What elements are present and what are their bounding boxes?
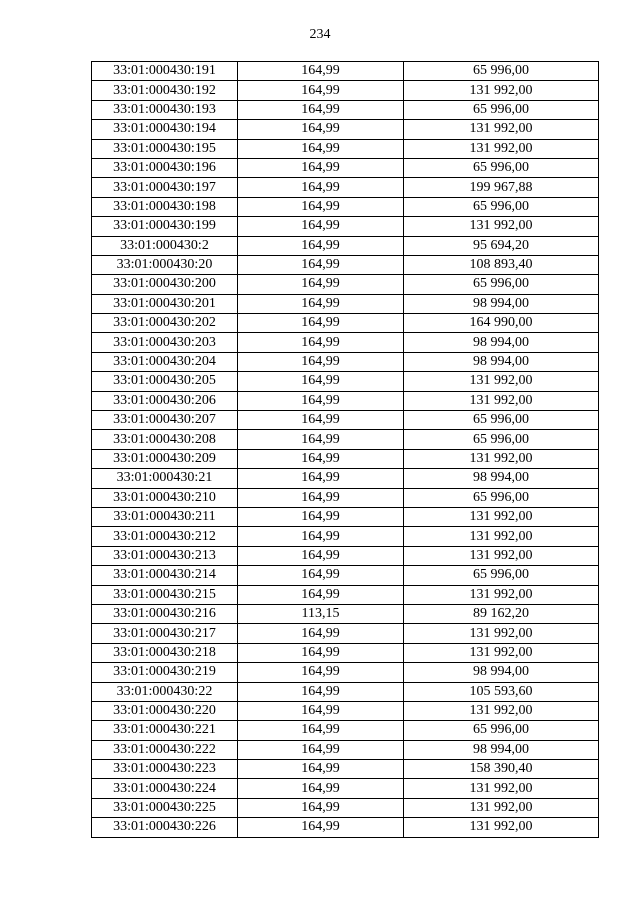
table-row (92, 372, 599, 391)
value-cell: 131 992,00 (404, 139, 599, 158)
cadastral-number-cell: 33:01:000430:207 (92, 411, 238, 430)
value-cell: 131 992,00 (404, 643, 599, 662)
cadastral-number-cell: 33:01:000430:193 (92, 100, 238, 119)
table-row (92, 682, 599, 701)
table-row (92, 760, 599, 779)
cadastral-number-cell: 33:01:000430:208 (92, 430, 238, 449)
table-row (92, 779, 599, 798)
cadastral-number-cell: 33:01:000430:204 (92, 352, 238, 371)
cadastral-number-cell: 33:01:000430:22 (92, 682, 238, 701)
area-cell: 164,99 (238, 391, 404, 410)
table-row (92, 352, 599, 371)
value-cell: 131 992,00 (404, 372, 599, 391)
cadastral-number-cell: 33:01:000430:199 (92, 217, 238, 236)
area-cell: 164,99 (238, 701, 404, 720)
table-row (92, 120, 599, 139)
area-cell: 164,99 (238, 449, 404, 468)
table-row (92, 158, 599, 177)
table-row (92, 566, 599, 585)
value-cell: 131 992,00 (404, 120, 599, 139)
area-cell: 164,99 (238, 333, 404, 352)
table-row (92, 546, 599, 565)
area-cell: 164,99 (238, 721, 404, 740)
cadastral-number-cell: 33:01:000430:212 (92, 527, 238, 546)
value-cell: 199 967,88 (404, 178, 599, 197)
table-row (92, 275, 599, 294)
area-cell: 164,99 (238, 255, 404, 274)
cadastral-number-cell: 33:01:000430:214 (92, 566, 238, 585)
table-row (92, 430, 599, 449)
cadastral-number-cell: 33:01:000430:195 (92, 139, 238, 158)
table-row (92, 624, 599, 643)
cadastral-number-cell: 33:01:000430:213 (92, 546, 238, 565)
table-row (92, 527, 599, 546)
area-cell: 164,99 (238, 527, 404, 546)
area-cell: 164,99 (238, 120, 404, 139)
cadastral-number-cell: 33:01:000430:196 (92, 158, 238, 177)
value-cell: 98 994,00 (404, 663, 599, 682)
table-row (92, 643, 599, 662)
value-cell: 131 992,00 (404, 507, 599, 526)
area-cell: 164,99 (238, 624, 404, 643)
cadastral-number-cell: 33:01:000430:192 (92, 81, 238, 100)
cadastral-number-cell: 33:01:000430:198 (92, 197, 238, 216)
table-row (92, 100, 599, 119)
area-cell: 164,99 (238, 217, 404, 236)
table-body (92, 62, 599, 838)
value-cell: 105 593,60 (404, 682, 599, 701)
value-cell: 65 996,00 (404, 158, 599, 177)
cadastral-number-cell: 33:01:000430:21 (92, 469, 238, 488)
area-cell: 164,99 (238, 430, 404, 449)
table-row (92, 139, 599, 158)
area-cell: 164,99 (238, 236, 404, 255)
cadastral-number-cell: 33:01:000430:223 (92, 760, 238, 779)
cadastral-number-cell: 33:01:000430:205 (92, 372, 238, 391)
cadastral-number-cell: 33:01:000430:209 (92, 449, 238, 468)
value-cell: 89 162,20 (404, 604, 599, 623)
table-row (92, 411, 599, 430)
cadastral-number-cell: 33:01:000430:197 (92, 178, 238, 197)
cadastral-number-cell: 33:01:000430:221 (92, 721, 238, 740)
cadastral-number-cell: 33:01:000430:202 (92, 314, 238, 333)
table-row (92, 449, 599, 468)
area-cell: 164,99 (238, 139, 404, 158)
value-cell: 65 996,00 (404, 62, 599, 81)
area-cell: 164,99 (238, 100, 404, 119)
area-cell: 164,99 (238, 663, 404, 682)
table-row (92, 178, 599, 197)
value-cell: 131 992,00 (404, 546, 599, 565)
value-cell: 131 992,00 (404, 624, 599, 643)
page-number: 234 (309, 27, 331, 42)
area-cell: 164,99 (238, 798, 404, 817)
value-cell: 131 992,00 (404, 391, 599, 410)
value-cell: 98 994,00 (404, 294, 599, 313)
area-cell: 164,99 (238, 740, 404, 759)
value-cell: 131 992,00 (404, 701, 599, 720)
area-cell: 164,99 (238, 546, 404, 565)
table-row (92, 81, 599, 100)
cadastral-number-cell: 33:01:000430:219 (92, 663, 238, 682)
area-cell: 164,99 (238, 314, 404, 333)
value-cell: 158 390,40 (404, 760, 599, 779)
area-cell: 113,15 (238, 604, 404, 623)
table-row (92, 391, 599, 410)
table-row (92, 294, 599, 313)
table-row (92, 469, 599, 488)
value-cell: 65 996,00 (404, 100, 599, 119)
area-cell: 164,99 (238, 760, 404, 779)
table-row (92, 507, 599, 526)
value-cell: 98 994,00 (404, 740, 599, 759)
cadastral-number-cell: 33:01:000430:216 (92, 604, 238, 623)
cadastral-number-cell: 33:01:000430:211 (92, 507, 238, 526)
value-cell: 65 996,00 (404, 488, 599, 507)
cadastral-number-cell: 33:01:000430:206 (92, 391, 238, 410)
value-cell: 131 992,00 (404, 81, 599, 100)
table-row (92, 333, 599, 352)
value-cell: 65 996,00 (404, 197, 599, 216)
value-cell: 65 996,00 (404, 411, 599, 430)
value-cell: 131 992,00 (404, 527, 599, 546)
cadastral-number-cell: 33:01:000430:226 (92, 818, 238, 837)
area-cell: 164,99 (238, 566, 404, 585)
table-row (92, 604, 599, 623)
value-cell: 65 996,00 (404, 430, 599, 449)
table-row (92, 701, 599, 720)
area-cell: 164,99 (238, 158, 404, 177)
table-row (92, 62, 599, 81)
cadastral-number-cell: 33:01:000430:218 (92, 643, 238, 662)
area-cell: 164,99 (238, 682, 404, 701)
area-cell: 164,99 (238, 643, 404, 662)
table-row (92, 740, 599, 759)
cadastral-number-cell: 33:01:000430:20 (92, 255, 238, 274)
cadastral-number-cell: 33:01:000430:2 (92, 236, 238, 255)
table-row (92, 255, 599, 274)
table-row (92, 314, 599, 333)
value-cell: 98 994,00 (404, 352, 599, 371)
cadastral-number-cell: 33:01:000430:210 (92, 488, 238, 507)
area-cell: 164,99 (238, 585, 404, 604)
value-cell: 131 992,00 (404, 585, 599, 604)
table-row (92, 197, 599, 216)
area-cell: 164,99 (238, 469, 404, 488)
area-cell: 164,99 (238, 818, 404, 837)
value-cell: 65 996,00 (404, 721, 599, 740)
table-row (92, 236, 599, 255)
area-cell: 164,99 (238, 507, 404, 526)
value-cell: 131 992,00 (404, 798, 599, 817)
value-cell: 164 990,00 (404, 314, 599, 333)
table-row (92, 818, 599, 837)
value-cell: 131 992,00 (404, 818, 599, 837)
data-table (91, 61, 599, 838)
value-cell: 108 893,40 (404, 255, 599, 274)
area-cell: 164,99 (238, 275, 404, 294)
value-cell: 98 994,00 (404, 333, 599, 352)
cadastral-number-cell: 33:01:000430:200 (92, 275, 238, 294)
table-row (92, 798, 599, 817)
area-cell: 164,99 (238, 81, 404, 100)
area-cell: 164,99 (238, 62, 404, 81)
area-cell: 164,99 (238, 411, 404, 430)
value-cell: 95 694,20 (404, 236, 599, 255)
table-row (92, 585, 599, 604)
cadastral-number-cell: 33:01:000430:222 (92, 740, 238, 759)
cadastral-number-cell: 33:01:000430:217 (92, 624, 238, 643)
value-cell: 131 992,00 (404, 779, 599, 798)
area-cell: 164,99 (238, 779, 404, 798)
table-row (92, 217, 599, 236)
value-cell: 98 994,00 (404, 469, 599, 488)
cadastral-number-cell: 33:01:000430:225 (92, 798, 238, 817)
value-cell: 131 992,00 (404, 217, 599, 236)
cadastral-number-cell: 33:01:000430:224 (92, 779, 238, 798)
cadastral-number-cell: 33:01:000430:203 (92, 333, 238, 352)
value-cell: 65 996,00 (404, 275, 599, 294)
cadastral-number-cell: 33:01:000430:194 (92, 120, 238, 139)
cadastral-number-cell: 33:01:000430:191 (92, 62, 238, 81)
area-cell: 164,99 (238, 178, 404, 197)
table-row (92, 488, 599, 507)
area-cell: 164,99 (238, 197, 404, 216)
table-row (92, 721, 599, 740)
cadastral-number-cell: 33:01:000430:215 (92, 585, 238, 604)
value-cell: 131 992,00 (404, 449, 599, 468)
table-row (92, 663, 599, 682)
value-cell: 65 996,00 (404, 566, 599, 585)
cadastral-number-cell: 33:01:000430:220 (92, 701, 238, 720)
area-cell: 164,99 (238, 294, 404, 313)
area-cell: 164,99 (238, 352, 404, 371)
cadastral-number-cell: 33:01:000430:201 (92, 294, 238, 313)
area-cell: 164,99 (238, 372, 404, 391)
area-cell: 164,99 (238, 488, 404, 507)
